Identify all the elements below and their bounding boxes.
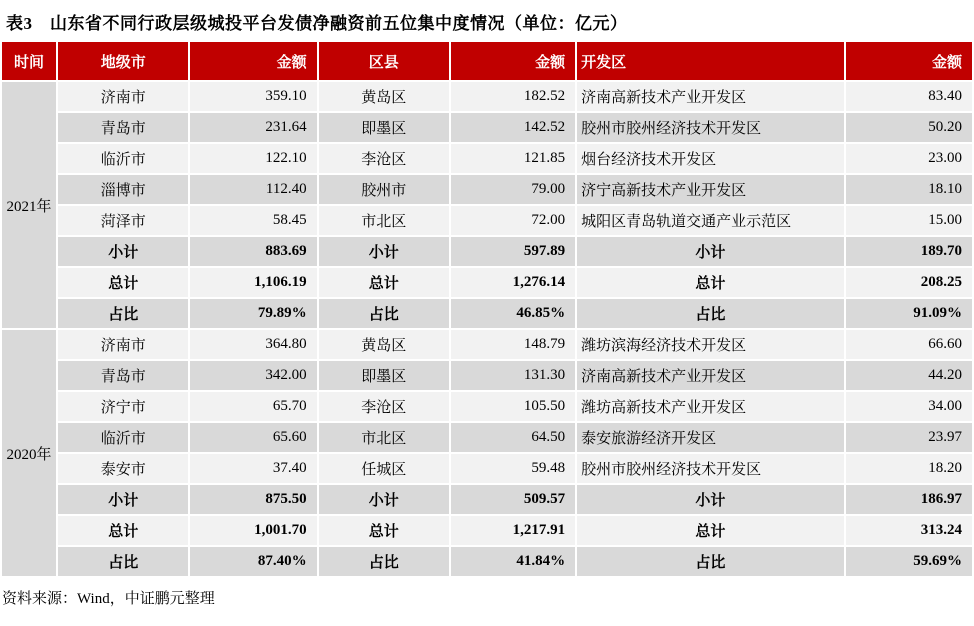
district-cell: 李沧区 — [319, 144, 449, 173]
city-cell: 济南市 — [58, 330, 188, 359]
district-cell: 即墨区 — [319, 113, 449, 142]
district-amount-cell: 105.50 — [451, 392, 575, 421]
col-header-zone: 开发区 — [577, 42, 844, 80]
ratio-label: 占比 — [577, 547, 844, 576]
col-header-city: 地级市 — [58, 42, 188, 80]
subtotal-zone-amount: 186.97 — [846, 485, 972, 514]
city-amount-cell: 112.40 — [190, 175, 316, 204]
total-row — [2, 268, 972, 297]
city-amount-cell: 65.70 — [190, 392, 316, 421]
zone-amount-cell: 15.00 — [846, 206, 972, 235]
district-cell: 市北区 — [319, 423, 449, 452]
total-label: 总计 — [58, 516, 188, 545]
district-cell: 黄岛区 — [319, 330, 449, 359]
city-cell: 青岛市 — [58, 113, 188, 142]
table-body — [2, 82, 972, 576]
city-cell: 青岛市 — [58, 361, 188, 390]
total-label: 总计 — [319, 516, 449, 545]
total-label: 总计 — [58, 268, 188, 297]
district-amount-cell: 72.00 — [451, 206, 575, 235]
zone-cell: 泰安旅游经济开发区 — [577, 423, 844, 452]
table-row — [2, 113, 972, 142]
col-header-city-amount: 金额 — [190, 42, 316, 80]
city-amount-cell: 37.40 — [190, 454, 316, 483]
district-amount-cell: 59.48 — [451, 454, 575, 483]
total-zone-amount: 313.24 — [846, 516, 972, 545]
zone-cell: 胶州市胶州经济技术开发区 — [577, 454, 844, 483]
subtotal-label: 小计 — [319, 237, 449, 266]
total-district-amount: 1,276.14 — [451, 268, 575, 297]
city-amount-cell: 342.00 — [190, 361, 316, 390]
district-amount-cell: 64.50 — [451, 423, 575, 452]
ratio-district-amount: 46.85% — [451, 299, 575, 328]
ratio-zone-amount: 91.09% — [846, 299, 972, 328]
zone-cell: 潍坊滨海经济技术开发区 — [577, 330, 844, 359]
city-cell: 菏泽市 — [58, 206, 188, 235]
city-amount-cell: 231.64 — [190, 113, 316, 142]
table-header — [2, 42, 972, 80]
city-cell: 济宁市 — [58, 392, 188, 421]
city-cell: 临沂市 — [58, 423, 188, 452]
district-cell: 黄岛区 — [319, 82, 449, 111]
ratio-label: 占比 — [577, 299, 844, 328]
table-row — [2, 82, 972, 111]
district-cell: 李沧区 — [319, 392, 449, 421]
zone-amount-cell: 44.20 — [846, 361, 972, 390]
ratio-district-amount: 41.84% — [451, 547, 575, 576]
subtotal-row — [2, 237, 972, 266]
table-row — [2, 423, 972, 452]
zone-amount-cell: 23.00 — [846, 144, 972, 173]
subtotal-district-amount: 597.89 — [451, 237, 575, 266]
subtotal-city-amount: 875.50 — [190, 485, 316, 514]
district-amount-cell: 121.85 — [451, 144, 575, 173]
table-row — [2, 454, 972, 483]
city-amount-cell: 65.60 — [190, 423, 316, 452]
concentration-table — [0, 40, 974, 578]
source-note: 资料来源：Wind，中证鹏元整理 — [2, 591, 215, 607]
city-amount-cell: 359.10 — [190, 82, 316, 111]
district-amount-cell: 142.52 — [451, 113, 575, 142]
district-cell: 即墨区 — [319, 361, 449, 390]
zone-cell: 济宁高新技术产业开发区 — [577, 175, 844, 204]
city-cell: 临沂市 — [58, 144, 188, 173]
zone-amount-cell: 50.20 — [846, 113, 972, 142]
ratio-city-amount: 79.89% — [190, 299, 316, 328]
ratio-city-amount: 87.40% — [190, 547, 316, 576]
district-cell: 市北区 — [319, 206, 449, 235]
total-label: 总计 — [319, 268, 449, 297]
subtotal-label: 小计 — [58, 485, 188, 514]
total-zone-amount: 208.25 — [846, 268, 972, 297]
ratio-label: 占比 — [58, 547, 188, 576]
table-row — [2, 361, 972, 390]
zone-cell: 济南高新技术产业开发区 — [577, 361, 844, 390]
zone-cell: 城阳区青岛轨道交通产业示范区 — [577, 206, 844, 235]
total-label: 总计 — [577, 268, 844, 297]
city-cell: 淄博市 — [58, 175, 188, 204]
subtotal-label: 小计 — [577, 237, 844, 266]
table-row — [2, 330, 972, 359]
table-row — [2, 392, 972, 421]
col-header-district-amount: 金额 — [451, 42, 575, 80]
subtotal-district-amount: 509.57 — [451, 485, 575, 514]
subtotal-zone-amount: 189.70 — [846, 237, 972, 266]
subtotal-city-amount: 883.69 — [190, 237, 316, 266]
ratio-row — [2, 299, 972, 328]
col-header-time: 时间 — [2, 42, 56, 80]
city-cell: 济南市 — [58, 82, 188, 111]
city-cell: 泰安市 — [58, 454, 188, 483]
zone-amount-cell: 18.10 — [846, 175, 972, 204]
year-label-2021: 2021年 — [2, 82, 56, 328]
col-header-district: 区县 — [319, 42, 449, 80]
total-row — [2, 516, 972, 545]
ratio-label: 占比 — [319, 547, 449, 576]
zone-amount-cell: 34.00 — [846, 392, 972, 421]
district-amount-cell: 79.00 — [451, 175, 575, 204]
zone-amount-cell: 23.97 — [846, 423, 972, 452]
subtotal-row — [2, 485, 972, 514]
district-amount-cell: 131.30 — [451, 361, 575, 390]
zone-amount-cell: 83.40 — [846, 82, 972, 111]
table-title: 表3 山东省不同行政层级城投平台发债净融资前五位集中度情况（单位：亿元） — [6, 14, 628, 33]
zone-amount-cell: 66.60 — [846, 330, 972, 359]
district-amount-cell: 148.79 — [451, 330, 575, 359]
ratio-label: 占比 — [58, 299, 188, 328]
subtotal-label: 小计 — [577, 485, 844, 514]
district-cell: 胶州市 — [319, 175, 449, 204]
ratio-label: 占比 — [319, 299, 449, 328]
total-label: 总计 — [577, 516, 844, 545]
zone-cell: 烟台经济技术开发区 — [577, 144, 844, 173]
table-row — [2, 175, 972, 204]
zone-cell: 济南高新技术产业开发区 — [577, 82, 844, 111]
zone-cell: 胶州市胶州经济技术开发区 — [577, 113, 844, 142]
header-row — [2, 42, 972, 80]
subtotal-label: 小计 — [58, 237, 188, 266]
ratio-zone-amount: 59.69% — [846, 547, 972, 576]
district-amount-cell: 182.52 — [451, 82, 575, 111]
district-cell: 任城区 — [319, 454, 449, 483]
table-row — [2, 206, 972, 235]
year-label-2020: 2020年 — [2, 330, 56, 576]
total-city-amount: 1,106.19 — [190, 268, 316, 297]
city-amount-cell: 122.10 — [190, 144, 316, 173]
total-city-amount: 1,001.70 — [190, 516, 316, 545]
ratio-row — [2, 547, 972, 576]
table-row — [2, 144, 972, 173]
city-amount-cell: 364.80 — [190, 330, 316, 359]
total-district-amount: 1,217.91 — [451, 516, 575, 545]
zone-amount-cell: 18.20 — [846, 454, 972, 483]
subtotal-label: 小计 — [319, 485, 449, 514]
city-amount-cell: 58.45 — [190, 206, 316, 235]
zone-cell: 潍坊高新技术产业开发区 — [577, 392, 844, 421]
col-header-zone-amount: 金额 — [846, 42, 972, 80]
